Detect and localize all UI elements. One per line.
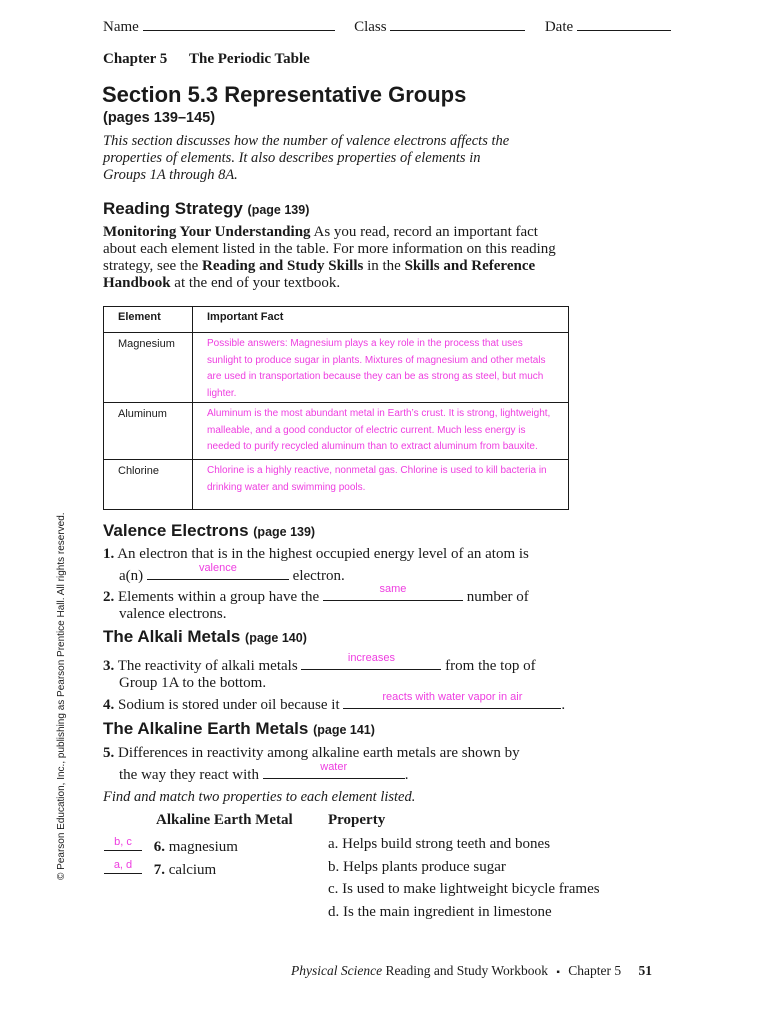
heading-text: Valence Electrons [103, 521, 249, 540]
question-3 [103, 653, 583, 692]
strategy-bold-2: Skills and Reference Handbook [103, 258, 536, 291]
item-number: 7. [153, 862, 165, 878]
question-text: . [404, 767, 409, 783]
answer-text: reacts with water vapor in air [382, 691, 523, 703]
table-row [104, 460, 569, 510]
question-text: Differences in reactivity among alkaline earth metals are shown by [118, 745, 520, 761]
valence-heading [103, 521, 315, 541]
page-number: 51 [638, 963, 653, 978]
property-b: b. Helps plants produce sugar [328, 859, 506, 875]
strategy-text-1: As you read, record an important fact about each element listed in the table. For more information on this reading strategy, see the [103, 224, 556, 274]
fact-cell[interactable]: Possible answers: Magnesium plays a key role in the process that uses sunlight to produce sugar in plants. Mixtures of magnesium and other metals are used in transportation because they can be as strong as steel, but much lighter. [193, 333, 569, 403]
reading-strategy-heading [103, 199, 309, 219]
question-text: a(n) [119, 568, 144, 584]
property-d: d. Is the main ingredient in limestone [328, 904, 552, 920]
section-intro: This section discusses how the number of valence electrons affects the properties of elements. It also describes properties of elements in Groups 1A through 8A. [103, 133, 510, 183]
question-4 [103, 692, 603, 714]
question-text: . [561, 697, 566, 713]
question-5 [103, 745, 583, 784]
heading-pages: (page 140) [245, 631, 307, 645]
col-element: Element [104, 307, 193, 333]
property-a: a. Helps build strong teeth and bones [328, 836, 551, 852]
chapter-number: Chapter 5 [103, 51, 168, 67]
element-cell: Chlorine [104, 460, 193, 510]
copyright-notice: © Pearson Education, Inc., publishing as Pearson Prentice Hall. All rights reserved. [56, 512, 67, 880]
strategy-lead: Monitoring Your Understanding [103, 224, 311, 240]
fact-cell[interactable]: Aluminum is the most abundant metal in Earth’s crust. It is strong, lightweight, malleable, and a good conductor of electric current. Much less energy is needed to purify recycled aluminum than to extract aluminum from bauxite. [193, 403, 569, 460]
page-footer [291, 963, 652, 979]
question-text: Group 1A to the bottom. [119, 675, 267, 691]
answer-blank[interactable] [301, 653, 441, 670]
chapter-heading [103, 51, 310, 68]
heading-text: The Alkaline Earth Metals [103, 719, 309, 738]
answer-blank[interactable] [147, 563, 289, 580]
table-row [104, 403, 569, 460]
question-text: from the top of [445, 658, 536, 674]
heading-text: The Alkali Metals [103, 627, 241, 646]
answer-text: b, c [114, 836, 132, 848]
class-label: Class [354, 19, 387, 35]
fact-cell[interactable]: Chlorine is a highly reactive, nonmetal gas. Chlorine is used to kill bacteria in drinking water and swimming pools. [193, 460, 569, 510]
answer-blank[interactable] [343, 692, 561, 709]
question-text: The reactivity of alkali metals [117, 658, 298, 674]
name-field[interactable] [143, 16, 335, 31]
question-2 [103, 584, 583, 623]
name-label: Name [103, 19, 139, 35]
element-facts-table [103, 306, 569, 510]
answer-text: a, d [113, 859, 133, 871]
question-text: Elements within a group have the [118, 589, 320, 605]
header-fields [103, 16, 671, 36]
table-header-row [104, 307, 569, 333]
element-cell: Aluminum [104, 403, 193, 460]
heading-pages: (page 139) [247, 203, 310, 217]
answer-text: same [379, 583, 407, 595]
match-item-calcium [104, 859, 216, 879]
date-field[interactable] [577, 16, 671, 31]
strategy-bold-1: Reading and Study Skills [202, 258, 364, 274]
question-number: 1. [103, 546, 115, 562]
item-label: calcium [168, 862, 217, 878]
section-pages: (pages 139–145) [103, 110, 216, 126]
match-answer-blank[interactable] [104, 836, 142, 851]
col-property: Property [328, 812, 386, 828]
question-number: 3. [103, 658, 115, 674]
alkali-heading [103, 627, 307, 647]
item-number: 6. [153, 839, 165, 855]
question-text: the way they react with [119, 767, 259, 783]
match-answer-blank[interactable] [104, 859, 142, 874]
item-label: magnesium [168, 839, 238, 855]
table-row [104, 333, 569, 403]
heading-text: Reading Strategy [103, 199, 243, 218]
alkaline-earth-heading [103, 719, 375, 739]
match-item-magnesium [104, 836, 238, 856]
answer-blank[interactable] [323, 584, 463, 601]
reading-strategy-text [103, 224, 563, 292]
answer-text: increases [347, 652, 395, 664]
section-title: Section 5.3 Representative Groups [102, 82, 467, 107]
strategy-text-2: in the [367, 258, 401, 274]
question-number: 4. [103, 697, 115, 713]
heading-pages: (page 139) [253, 525, 316, 539]
col-fact: Important Fact [193, 307, 569, 333]
footer-chapter: Chapter 5 [568, 963, 622, 978]
class-field[interactable] [390, 16, 525, 31]
col-alkaline-earth-metal: Alkaline Earth Metal [156, 812, 293, 828]
question-number: 2. [103, 589, 115, 605]
answer-text: valence [198, 562, 237, 574]
question-1 [103, 546, 573, 585]
question-text: electron. [292, 568, 345, 584]
question-text: Sodium is stored under oil because it [118, 697, 340, 713]
answer-blank[interactable] [263, 762, 405, 779]
question-number: 5. [103, 745, 115, 761]
footer-book-italic: Physical Science [291, 963, 383, 978]
footer-book-title: Reading and Study Workbook [385, 963, 548, 978]
element-cell: Magnesium [104, 333, 193, 403]
matching-instructions: Find and match two properties to each element listed. [103, 789, 416, 805]
chapter-title: The Periodic Table [189, 51, 310, 67]
property-c: c. Is used to make lightweight bicycle frames [328, 881, 600, 897]
footer-bullet: ▪ [556, 967, 560, 978]
question-text: An electron that is in the highest occupied energy level of an atom is [117, 546, 529, 562]
question-text: valence electrons. [119, 606, 227, 622]
question-text: number of [466, 589, 529, 605]
date-label: Date [544, 19, 574, 35]
heading-pages: (page 141) [313, 723, 375, 737]
strategy-text-3: at the end of your textbook. [174, 275, 341, 291]
answer-text: water [320, 761, 348, 773]
